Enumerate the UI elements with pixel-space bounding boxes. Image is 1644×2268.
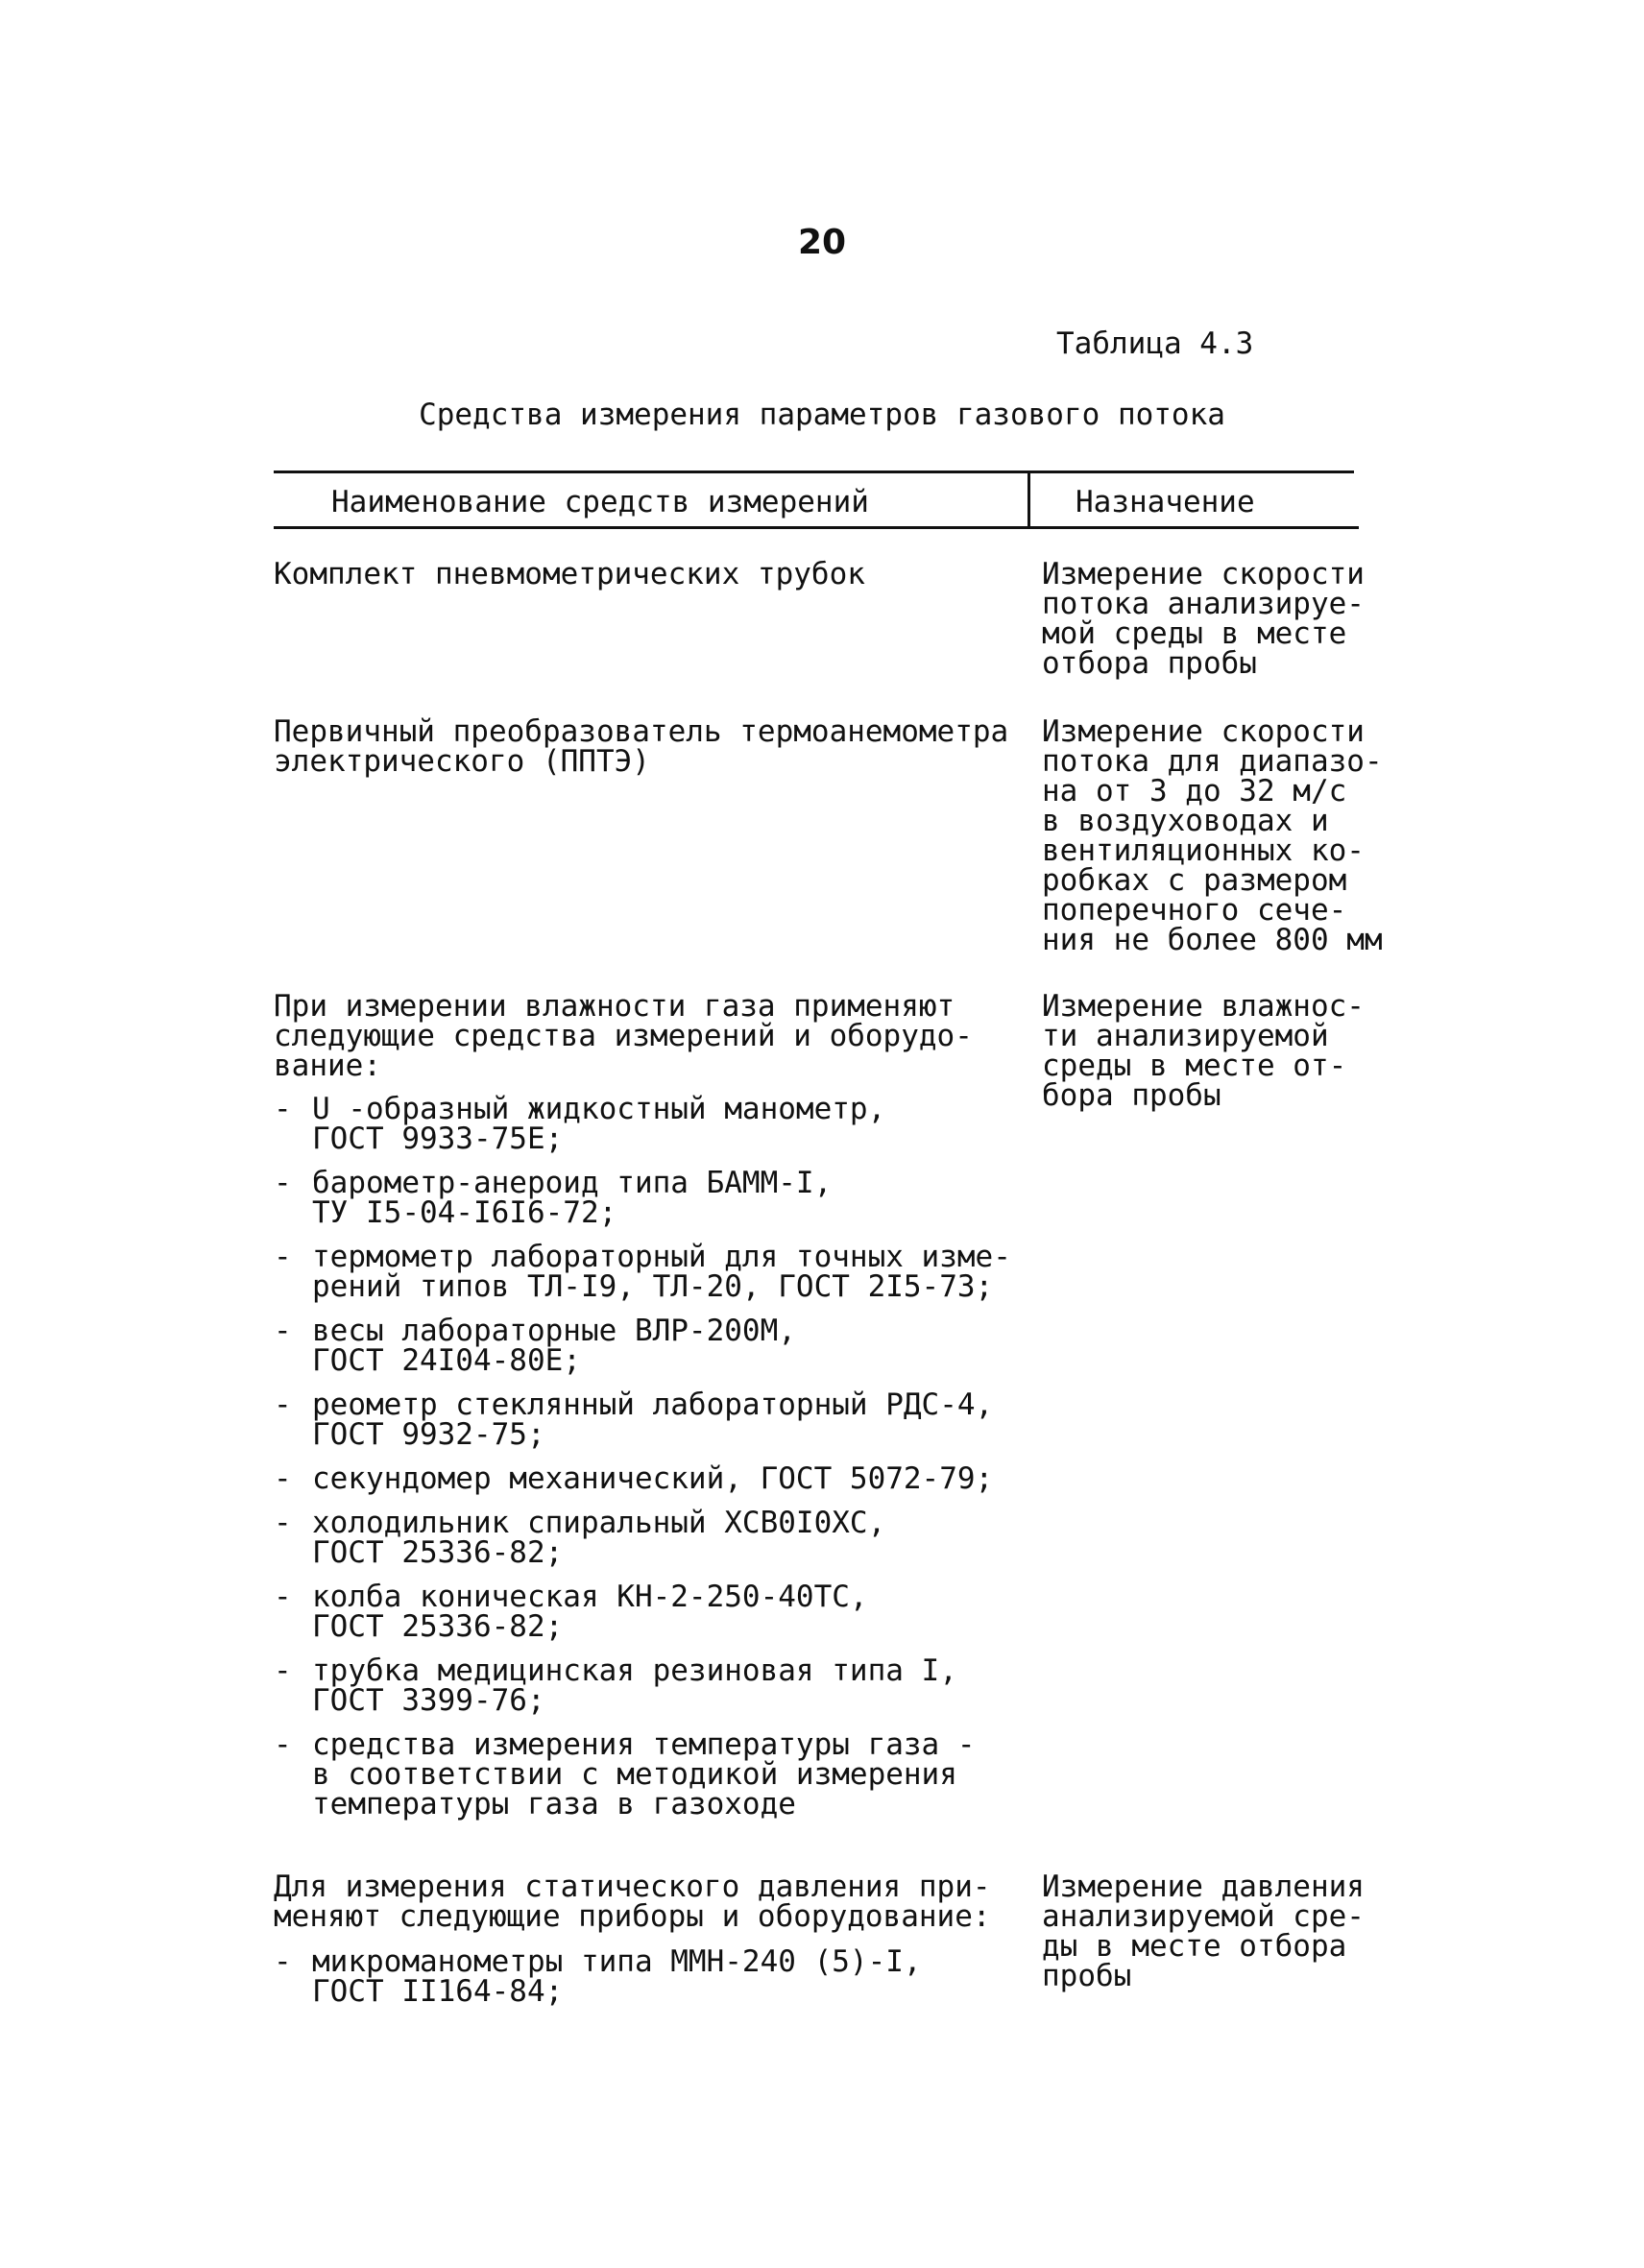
list-item-text: весы лабораторные ВЛР-200М, ГОСТ 24I04-80Е; [312, 1314, 796, 1378]
row-3-purpose: Измерение влажнос- ти анализируемой среды в месте от- бора пробы [1042, 989, 1365, 1113]
row-4-equipment-list [274, 1944, 922, 2021]
list-item: - барометр-анероид типа БАММ-I, ТУ I5-04-I6I6-72; [274, 1166, 833, 1230]
header-purpose: Назначение [1076, 485, 1255, 519]
list-item: - трубка медицинская резиновая типа I, ГОСТ 3399-76; [274, 1653, 957, 1718]
table-header-rule [274, 526, 1359, 529]
list-item-text: холодильник спиральный ХСВ0I0ХС, ГОСТ 25336-82; [312, 1506, 886, 1570]
table-label: Таблица 4.3 [1056, 326, 1254, 361]
list-item: - реометр стеклянный лабораторный РДС-4, ГОСТ 9932-75; [274, 1387, 994, 1452]
row-1-name: Комплект пневмометрических трубок [274, 557, 865, 591]
list-item: - колба коническая КН-2-250-40ТС, ГОСТ 25336-82; [274, 1580, 868, 1644]
list-item: - секундомер механический, ГОСТ 5072-79; [274, 1461, 994, 1496]
row-3-name: При измерении влажности газа применяют следующие средства измерений и оборудо- вание: [274, 989, 973, 1083]
list-item-text: средства измерения температуры газа - в соответствии с методикой измерения температуры газа в газоходе [312, 1727, 976, 1822]
row-4-name: Для измерения статического давления при- меняют следующие приборы и оборудование: [274, 1870, 991, 1934]
row-3-equipment-list [274, 1092, 1011, 1834]
list-item-text: барометр-анероид типа БАММ-I, ТУ I5-04-I6I6-72; [312, 1166, 833, 1230]
list-item: - холодильник спиральный ХСВ0I0ХС, ГОСТ 25336-82; [274, 1506, 886, 1570]
list-item-text: секундомер механический, ГОСТ 5072-79; [312, 1461, 994, 1496]
page-number: 20 [797, 223, 847, 262]
list-item-text: термометр лабораторный для точных изме- рений типов ТЛ-I9, ТЛ-20, ГОСТ 2I5-73; [312, 1240, 1011, 1304]
list-item: - микроманометры типа ММН-240 (5)-I, ГОСТ II164-84; [274, 1944, 922, 2009]
row-4-purpose: Измерение давления анализируемой сре- ды в месте отбора пробы [1042, 1870, 1365, 1993]
list-item-text: реометр стеклянный лабораторный РДС-4, ГОСТ 9932-75; [312, 1387, 994, 1452]
table-top-rule [274, 470, 1354, 473]
list-item-text: трубка медицинская резиновая типа I, ГОСТ 3399-76; [312, 1653, 957, 1718]
list-item-text: колба коническая КН-2-250-40ТС, ГОСТ 25336-82; [312, 1580, 868, 1644]
row-2-purpose: Измерение скорости потока для диапазо- на от 3 до 32 м/с в воздуховодах и вентиляционных ко- робках с размером поперечного сече- ния не более 800 мм [1042, 714, 1383, 957]
row-1-purpose: Измерение скорости потока анализируе- мой среды в месте отбора пробы [1042, 557, 1365, 681]
list-item-text: микроманометры типа ММН-240 (5)-I, ГОСТ II164-84; [312, 1944, 922, 2009]
header-name: Наименование средств измерений [331, 485, 869, 519]
list-item: - U -образный жидкостный манометр, ГОСТ 9933-75Е; [274, 1092, 886, 1156]
table-title: Средства измерения параметров газового потока [419, 398, 1225, 432]
list-item: - весы лабораторные ВЛР-200М, ГОСТ 24I04-80Е; [274, 1314, 796, 1378]
list-item: - термометр лабораторный для точных изме- рений типов ТЛ-I9, ТЛ-20, ГОСТ 2I5-73; [274, 1240, 1011, 1304]
list-item: - средства измерения температуры газа - в соответствии с методикой измерения температуры газа в газоходе [274, 1727, 976, 1822]
row-2-name: Первичный преобразователь термоанемометра электрического (ППТЭ) [274, 714, 1009, 779]
list-item-text: U -образный жидкостный манометр, ГОСТ 9933-75Е; [312, 1092, 886, 1156]
column-separator [1028, 472, 1030, 526]
